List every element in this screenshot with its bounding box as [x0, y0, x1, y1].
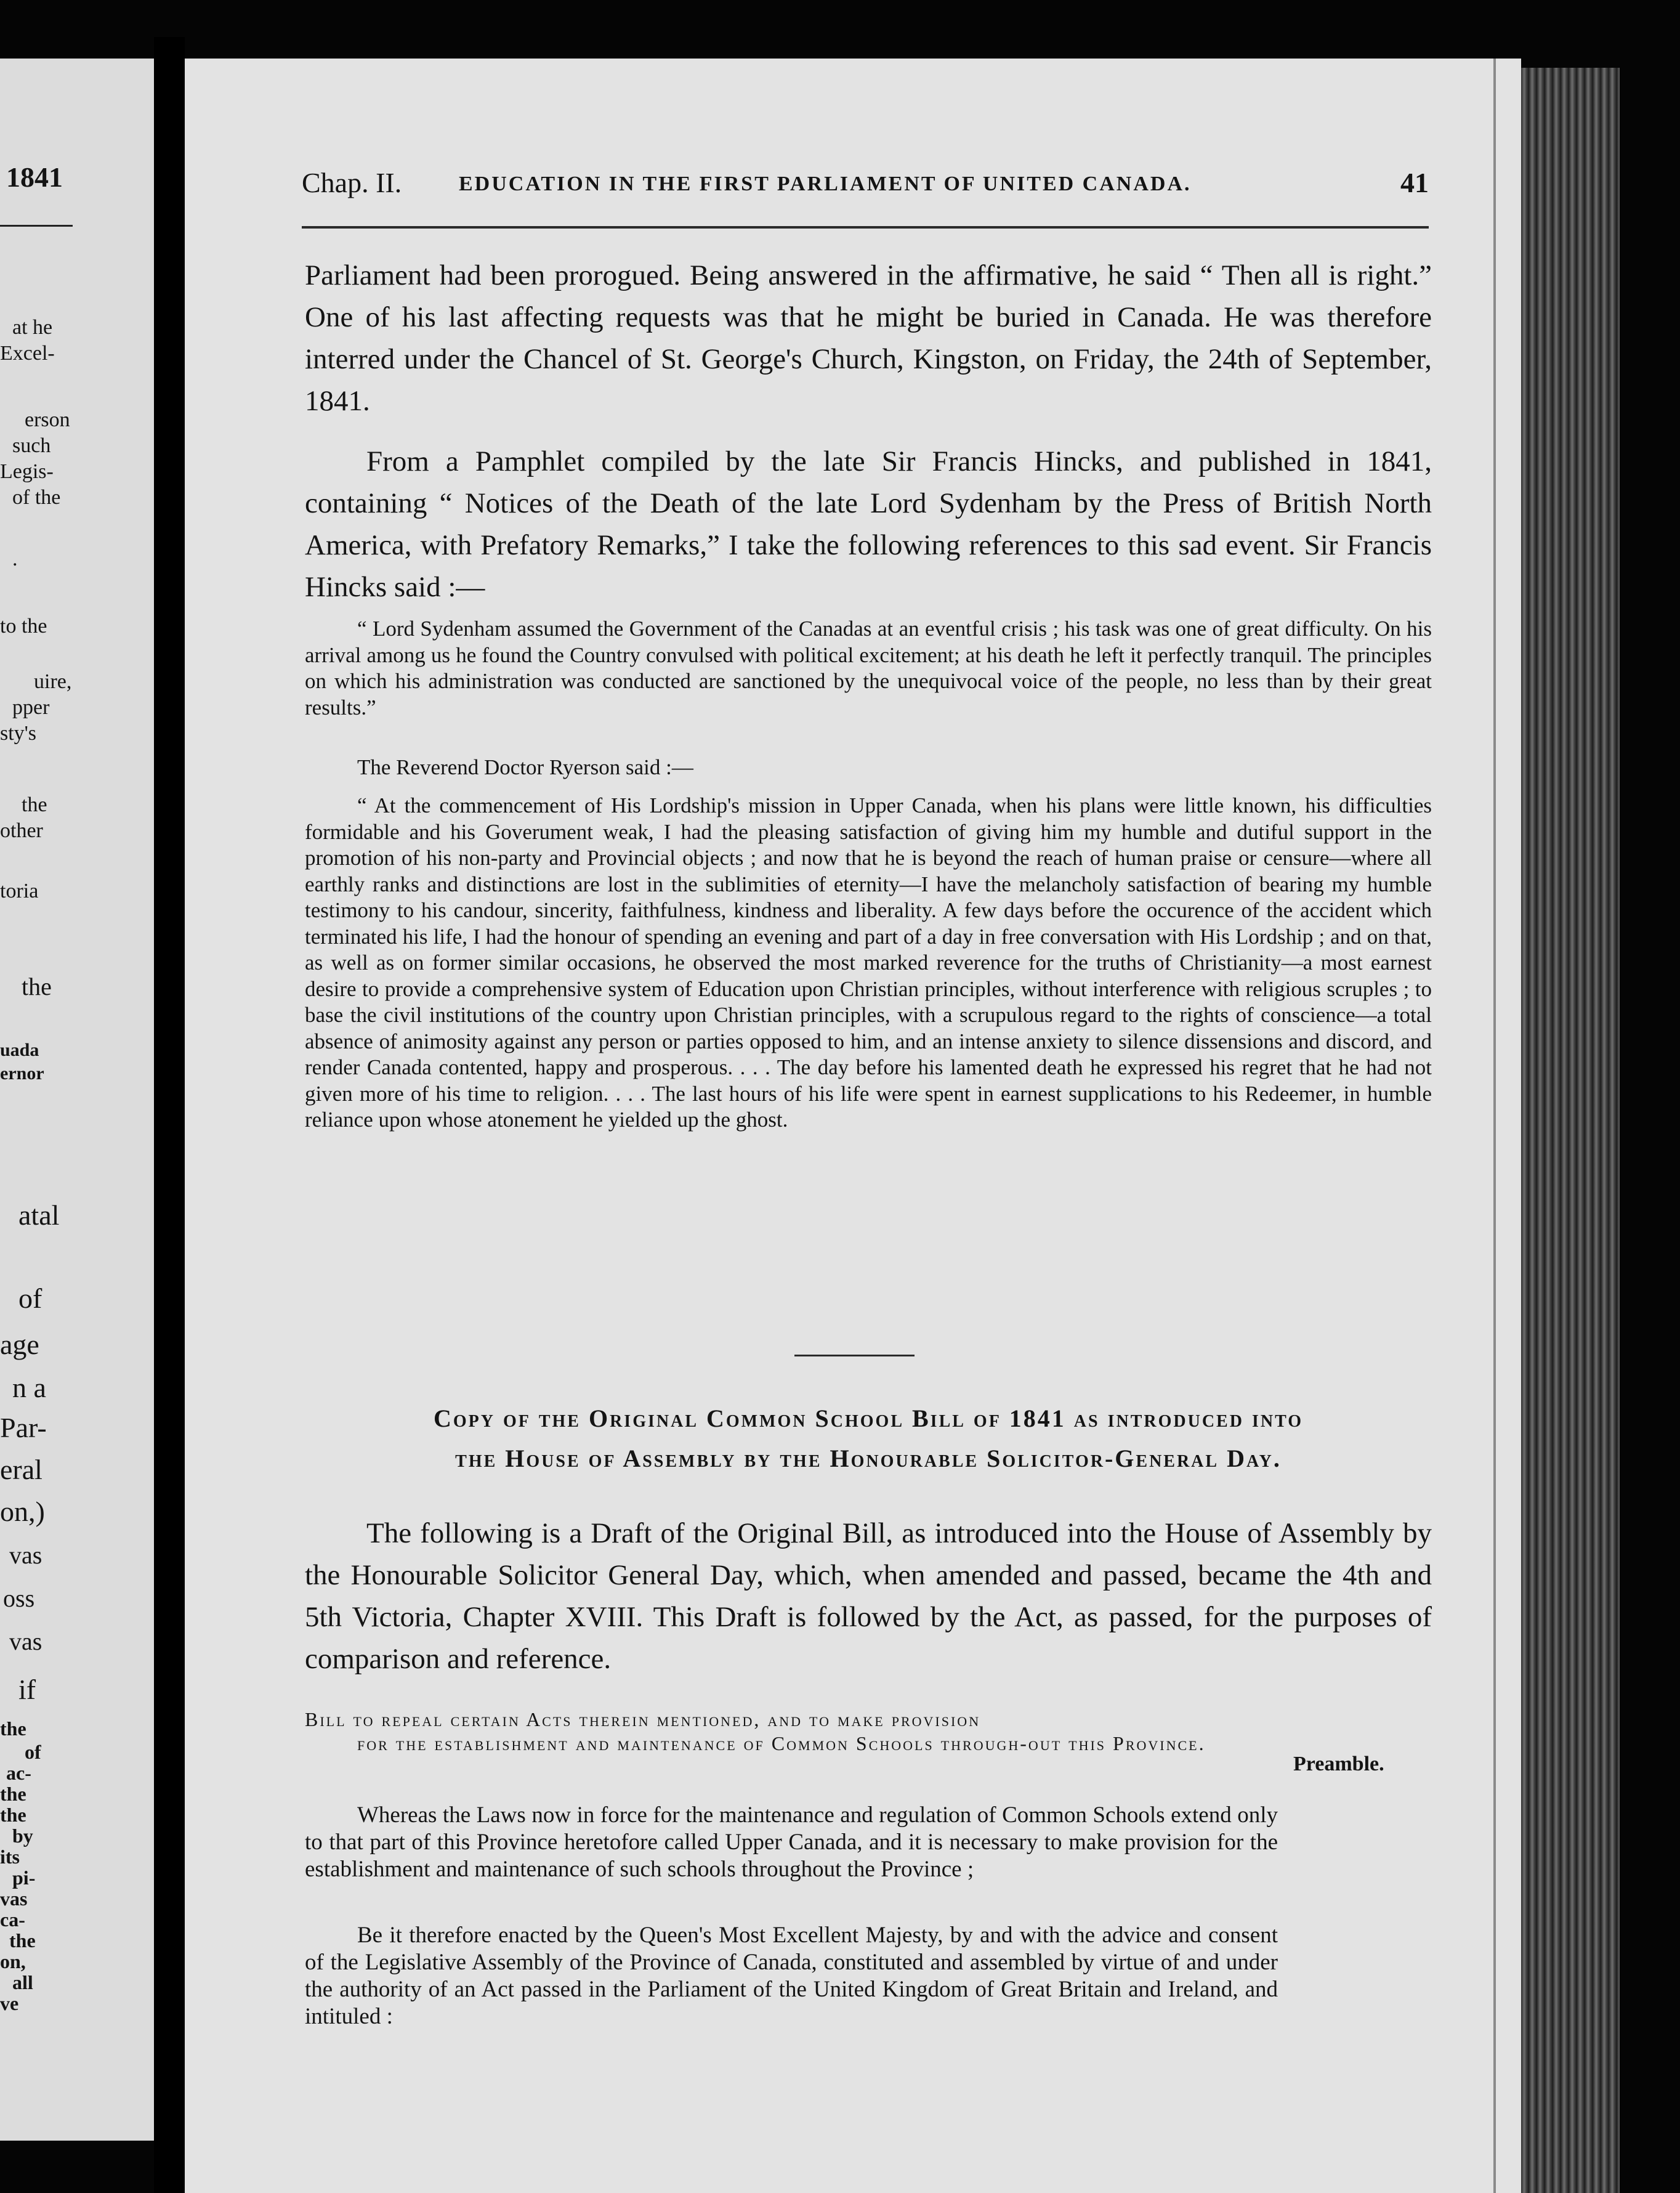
- section-separator: [794, 1355, 915, 1356]
- left-page-fragment: vas: [0, 1887, 28, 1910]
- left-page-fragment: the: [0, 1804, 26, 1826]
- paragraph-draft-intro: The following is a Draft of the Original Bill, as introduced into the House of Assembly by the Honourable Solicitor General Day, which, when amended and passed, became the 4th and 5th Victoria, Chapter XVIII. This Draft is followed by the Act, as passed, for the purposes of comparison and reference.: [305, 1517, 1432, 1675]
- left-page-fragment: n a: [12, 1372, 46, 1403]
- page-curl-shadow: [1493, 59, 1496, 2193]
- left-page-rule: [0, 225, 73, 227]
- book-gutter: [154, 37, 185, 2193]
- left-page-fragment: uada: [0, 1040, 39, 1060]
- left-page-fragment: all: [12, 1971, 33, 1993]
- book-page: [185, 59, 1521, 2193]
- left-page-fragment: its: [0, 1846, 20, 1868]
- left-page-fragment: if: [18, 1674, 36, 1705]
- left-page-fragment: Excel-: [0, 342, 55, 365]
- page-stack-edges: [1521, 68, 1620, 2193]
- header-rule: [302, 226, 1429, 229]
- running-title: EDUCATION IN THE FIRST PARLIAMENT OF UNITED CANADA.: [459, 172, 1192, 195]
- left-page-fragment: atal: [18, 1199, 60, 1231]
- bill-title: [305, 1708, 1275, 1756]
- quote-hincks: “ Lord Sydenham assumed the Government of the Canadas at an eventful crisis ; his task was one of great difficulty. On his arrival among us he found the Country convulsed with political excitement; at his death he left it perfectly tranquil. The principles on which his administration was conducted are sanctioned by the unequivocal voice of the people, no less than by their great results.”: [305, 617, 1432, 720]
- left-page-fragment: of: [18, 1283, 42, 1314]
- bill-title-line1: Bill to repeal certain Acts therein mentioned, and to make provision: [305, 1708, 981, 1730]
- paragraph-parliament-prorogued: Parliament had been prorogued. Being answered in the affirmative, he said “ Then all is right.” One of his last affecting requests was that he might be buried in Canada. He was therefore interred under the Chancel of St. George's Church, Kingston, on Friday, the 24th of September, 1841.: [305, 259, 1432, 417]
- left-page-fragment: Par-: [0, 1412, 47, 1443]
- left-page-fragment: ernor: [0, 1063, 44, 1084]
- left-page-fragment: by: [12, 1825, 33, 1847]
- left-page-fragment: the: [9, 1929, 36, 1952]
- left-page-fragment: erson: [25, 408, 70, 431]
- bill-title-continuation: for the establishment and maintenance of Common Schools through-out this Province.: [357, 1732, 1206, 1754]
- quote-ryerson: “ At the commencement of His Lordship's mission in Upper Canada, when his plans were little known, his difficulties formidable and his Goverument weak, I had the pleasing satisfaction of giving him my humble and dutiful support in the promotion of his non-party and Provincial objects ; and now that he is beyond the reach of human praise or censure—where all earthly ranks and distinctions are lost in the sublimities of eternity—I have the melancholy satisfaction of bearing my humble testimony to his candour, sincerity, faithfulness, kindness and liberality. A few days before the occurence of the accident which terminated his life, I had the honour of spending an evening and part of a day in free conversation with His Lordship ; and on that, as well as on former similar occasions, he observed the most marked reverence for the truths of Christianity—a most earnest desire to provide a comprehensive system of Education upon Christian principles, without interference with religious scruples ; to base the civil institutions of the country upon Christian principles, with a scrupulous regard to the rights of conscience—a total absence of animosity against any person or parties opposed to him, and an intense anxiety to silence dissensions and discord, and render Canada contented, happy and prosperous. . . . The day before his lamented death he expressed his regret that he had not given more of his time to religion. . . . The last hours of his life were spent in earnest supplications to his Redeemer, in humble reliance upon whose atonement he yielded up the ghost.: [305, 793, 1432, 1132]
- left-page-fragment: uire,: [34, 670, 72, 693]
- left-page-fragment: pper: [12, 696, 50, 719]
- bill-whereas: Whereas the Laws now in force for the maintenance and regulation of Common Schools extend only to that part of this Province heretofore called Upper Canada, and it is necessary to make provision for the establishment and maintenance of such schools throughout the Province ;: [305, 1802, 1278, 1882]
- paragraph-hincks-pamphlet: From a Pamphlet compiled by the late Sir Francis Hincks, and published in 1841, containing “ Notices of the Death of the late Lord Sydenham by the Press of British North America, with Prefatory Remarks,” I take the following references to this sad event. Sir Francis Hincks said :—: [305, 445, 1432, 603]
- marginal-note-preamble: Preamble.: [1293, 1753, 1384, 1775]
- left-page-fragment: pi-: [12, 1867, 36, 1889]
- left-page-fragment: the: [0, 1783, 26, 1805]
- left-page-fragment: oss: [3, 1584, 35, 1612]
- left-page-fragment: age: [0, 1329, 39, 1360]
- section-heading-line2: the House of Assembly by the Honourable Solicitor-General Day.: [455, 1445, 1282, 1472]
- left-page-fragment: to the: [0, 615, 47, 638]
- left-page-fragment: Legis-: [0, 460, 54, 483]
- left-page-fragment: of: [25, 1741, 41, 1763]
- left-page-fragment: of the: [12, 486, 61, 509]
- left-page-fragment: at he: [12, 316, 53, 339]
- running-header: [302, 166, 1429, 206]
- left-page-fragment: ca-: [0, 1908, 25, 1931]
- left-page-fragment: the: [22, 793, 47, 816]
- left-page-fragment: vas: [9, 1541, 42, 1569]
- left-page-fragment: ac-: [6, 1762, 31, 1784]
- left-page-fragment: other: [0, 819, 43, 842]
- left-page-year: 1841: [6, 161, 63, 193]
- left-page-fragment: on,: [0, 1950, 26, 1972]
- left-page-fragment: sty's: [0, 722, 37, 745]
- chapter-label: Chap. II.: [302, 167, 402, 198]
- left-page-fragment: vas: [9, 1628, 42, 1655]
- left-page-fragment: on,): [0, 1496, 45, 1527]
- left-facing-page: [0, 59, 154, 2141]
- left-page-fragment: such: [12, 434, 51, 457]
- left-page-fragment: the: [22, 973, 52, 1000]
- section-heading-line1: Copy of the Original Common School Bill of 1841 as introduced into: [433, 1405, 1304, 1432]
- page-number: 41: [1400, 167, 1429, 198]
- left-page-fragment: toria: [0, 880, 39, 902]
- left-page-fragment: ve: [0, 1992, 19, 2014]
- left-page-fragment: .: [12, 548, 18, 570]
- ryerson-intro: The Reverend Doctor Ryerson said :—: [357, 755, 693, 779]
- bill-enacting-clause: Be it therefore enacted by the Queen's Most Excellent Majesty, by and with the advice and consent of the Legislative Assembly of the Province of Canada, constituted and assembled by virtue of and under the authority of an Act passed in the Parliament of the United Kingdom of Great Britain and Ireland, and intituled :: [305, 1923, 1278, 2029]
- left-page-fragment: the: [0, 1717, 26, 1740]
- left-page-fragment: eral: [0, 1454, 42, 1485]
